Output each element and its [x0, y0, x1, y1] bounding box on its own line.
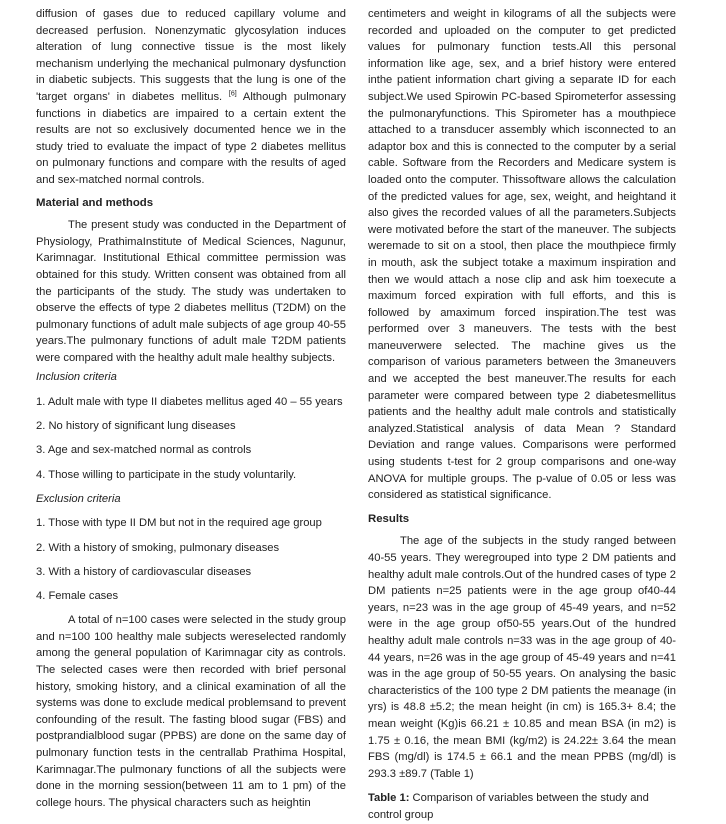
cases-paragraph: A total of n=100 cases were selected in the study group and n=100 100 healthy male subjects wereselected randomly among the general population of Karimnagar city as controls. The selected cases were then recorded with brief personal history, smoking history, and a clinical examination of all the systems was done to exclude medical problemsand to prevent confounding of the result. The fasting blood sugar (FBS) and postprandialblood sugar (PPBS) are done on the same day of pulmonary function tests in the centrallab Prathima Hospital, Karimnagar.The pulmonary functions of all the subjects were done in the morning session(between 11 am to 1 pm) of the college hours. The physical characters such as heightin [36, 614, 346, 809]
table-caption [368, 790, 676, 823]
left-column [36, 6, 346, 811]
exclusion-item: 3. With a history of cardiovascular diseases [36, 565, 252, 578]
inclusion-heading: Inclusion criteria [36, 371, 117, 384]
right-column [368, 6, 676, 824]
procedure-paragraph: centimeters and weight in kilograms of all the subjects were recorded and uploaded on the computer to get predicted values for pulmonary function tests.All this personal information like age, sex, and a brief history were entered inthe patient information chart giving a separate ID for each subject.We used Spirowin PC-based Spirometerfor assessing the pulmonaryfunctions. This Spirometer has a mouthpiece attached to a transducer assembly which isconnected to an adaptor box and this is connected to the computer by a serial cable. Software from the Recorders and Medicare system is loaded onto the computer. Thissoftware allows the calculation of the predicted values for age, sex, weight, and heightand it also gives the recorded values of all the parameters.Subjects were motivated before the start of the maneuver. The subjects weremade to sit on a stool, then place the mouthpiece firmly in mouth, ask the subject totake a maximum inspiration and then we would attach a nose clip and ask him toexecute a maximum forced expiration with full efforts, and this is followed by amaximum forced inspiration.The test was performed over 3 maneuvers. The tests with the best maneuverwere selected. The machine gives us the comparison of various parameters between the 3maneuvers and we accepted the best maneuver.The results for each parameter were compared between type 2 diabetesmellitus patients and the healthy adult male controls and statistically analyzed.Statistical analysis of data Mean ? Standard Deviation and range values. Comparisons were performed using students t-test for 2 group comparisons and one-way ANOVA for multiple groups. The p-value of 0.05 or less was considered as statistical significance. [368, 8, 676, 502]
inclusion-item: 3. Age and sex-matched normal as controls [36, 444, 252, 457]
exclusion-item: 1. Those with type II DM but not in the required age group [36, 517, 322, 530]
exclusion-item: 2. With a history of smoking, pulmonary diseases [36, 541, 280, 554]
intro-text-a: diffusion of gases due to reduced capillary volume and decreased perfusion. Nonenzymatic glycosylation induces alteration of lung connective tissue is the most likely mechanism underlying the mechanical pulmonary dysfunction in diabetic subjects. This suggests that the lung is one of the 'target organs' in diabetes mellitus. [36, 8, 346, 103]
exclusion-list [36, 515, 346, 604]
citation-marker: [6] [228, 90, 237, 98]
results-heading: Results [368, 512, 410, 525]
inclusion-item: 4. Those willing to participate in the study voluntarily. [36, 468, 297, 481]
exclusion-item: 4. Female cases [36, 589, 119, 602]
methods-paragraph: The present study was conducted in the Department of Physiology, PrathimaInstitute of Medical Sciences, Nagunur, Karimnagar. Institutional Ethical committee permission was obtained for this study. Written consent was obtained from all the participants of the study. The study was undertaken to observe the effects of type 2 diabetes mellitus (T2DM) on the pulmonary functions of adult male subjects of age group 40-55 years.The pulmonary functions of adult male T2DM patients were compared with the healthy adult male healthy subjects. [36, 219, 346, 364]
table-caption-label: Table 1: [368, 792, 410, 805]
table-caption-text: Comparison of variables between the study and control group [368, 792, 649, 821]
intro-paragraph [36, 6, 346, 189]
inclusion-item: 2. No history of significant lung diseases [36, 420, 236, 433]
inclusion-list [36, 394, 346, 483]
inclusion-item: 1. Adult male with type II diabetes mellitus aged 40 – 55 years [36, 396, 343, 409]
intro-text-b: Although pulmonary functions in diabetics are impaired to a certain extent the results are not so exclusively documented hence we in the study tried to evaluate the impact of type 2 diabetes mellitus on pulmonary functions and compare with the results of aged and sex-matched normal controls. [36, 90, 347, 186]
exclusion-heading: Exclusion criteria [36, 492, 121, 505]
results-paragraph: The age of the subjects in the study ranged between 40-55 years. They weregrouped into type 2 DM patients and healthy adult male controls.Out of the hundred cases of type 2 DM patients n=25 patients were in the age group of40-44 years, n=23 was in the age group of 45-49 years, and n=52 were in the age group of50-55 years.Out of the hundred healthy adult male controls n=33 was in the age group of 40-44 years, n=26 was in the age group of 45-49 years and n=41 was in the age group of 50-55 years. On analysing the basic characteristics of the 100 type 2 DM patients the meanage (in yrs) is 48.8 ±5.2; the mean height (in cm) is 165.3+ 8.4; the mean weight (Kg)is 66.21 ± 10.85 and mean BSA (in m2) is 1.75 ± 0.16, the mean BMI (kg/m2) is 24.22± 3.64 the mean FBS (mg/dl) is 174.5 ± 66.1 and the mean PPBS (mg/dl) is 293.3 ±89.7 (Table 1) [368, 535, 676, 780]
methods-heading: Material and methods [36, 196, 154, 209]
